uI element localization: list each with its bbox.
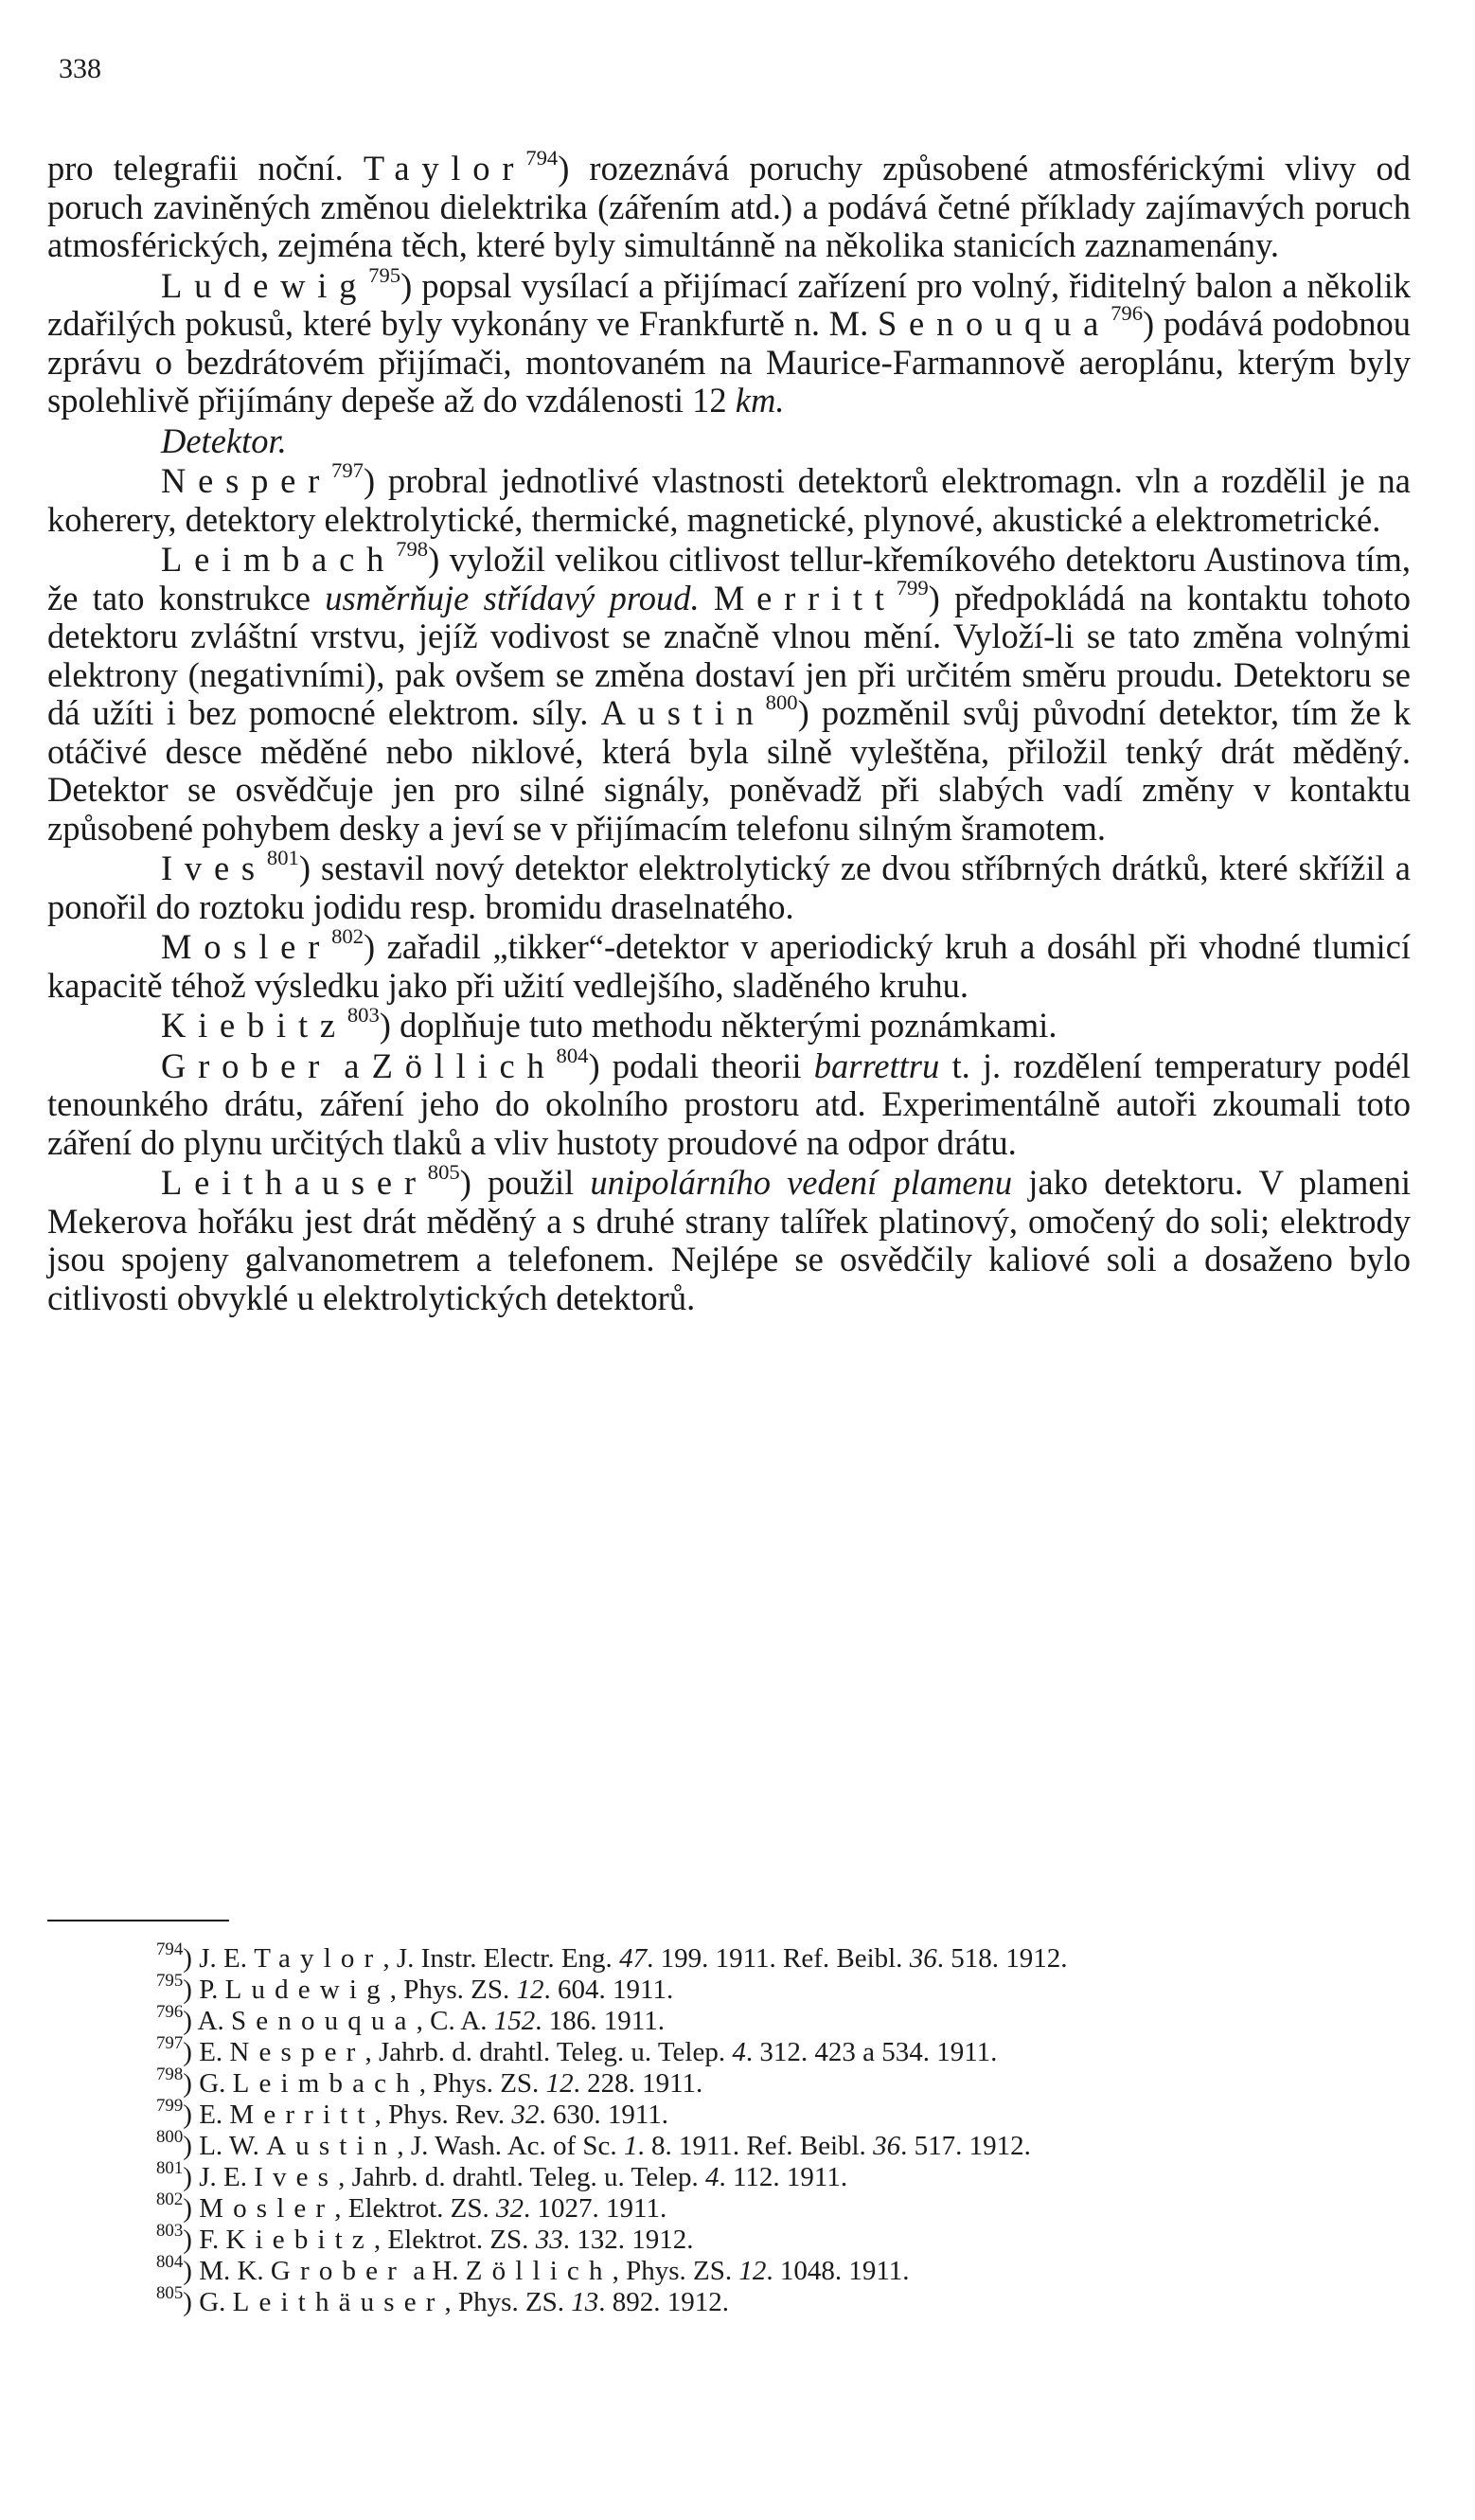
paragraph: [47, 537, 1411, 848]
text-run: , Elektrot. ZS.: [334, 2193, 497, 2224]
footnote: [47, 2251, 1411, 2287]
text-run: G.: [199, 2287, 233, 2317]
author-name: Ives: [254, 2162, 339, 2192]
text-run: jako detektoru. V plameni Mekerova hořáku jest drát měděný a s druhé strany talířek platinový, omočený do soli; elektrody jsou spojeny galvanometrem a telefonem. Nejlépe se osvědčily kaliové soli a dosaženo bylo citlivosti obvyklé u elektrolytických detektorů.: [47, 1163, 1411, 1317]
page-number: 338: [59, 53, 101, 84]
footnote: [47, 2032, 1411, 2068]
text-run: , C. A.: [416, 2006, 494, 2036]
author-name: Grober: [270, 2256, 406, 2286]
emphasis-text: 36: [873, 2131, 901, 2161]
text-run: ) podává podobnou zprávu o bezdrátovém přijímači, montovaném na Maurice-Farmannově aeroplánu, kterým byly spolehlivě přijímány depeše až do vzdálenosti 12: [47, 304, 1411, 420]
footnote: [47, 2157, 1411, 2193]
text-run: , Elektrot. ZS.: [373, 2225, 536, 2255]
paragraph: [47, 146, 1411, 265]
footnote: [47, 2095, 1411, 2131]
footnote-paren: ): [183, 2131, 200, 2161]
emphasis-text: unipolárního vedení plamenu: [590, 1163, 1013, 1202]
emphasis-text: 4: [732, 2037, 746, 2067]
footnote-paren: ): [183, 1975, 200, 2005]
footnotes: [47, 1939, 1411, 2318]
text-run: a: [331, 1046, 372, 1085]
footnote-number: 796: [156, 2001, 184, 2022]
emphasis-text: usměrňuje střídavý proud.: [325, 578, 700, 617]
paragraph: [47, 846, 1411, 926]
footnote-paren: ): [183, 1943, 200, 1974]
author-name: Leithauser: [161, 1163, 428, 1202]
footnote-number: 798: [156, 2064, 184, 2084]
author-name: Merritt: [713, 578, 897, 617]
footnote-number: 804: [156, 2251, 184, 2272]
author-name: Austin: [266, 2131, 398, 2161]
emphasis-text: 32: [511, 2100, 540, 2130]
footnote-ref: 799: [896, 575, 929, 599]
footnote-number: 795: [156, 1970, 184, 1991]
footnote-separator: [47, 1920, 229, 1921]
text-run: J. E.: [199, 1943, 255, 1974]
author-name: Leimbach: [232, 2068, 419, 2099]
text-run: J. E.: [199, 2162, 255, 2192]
author-name: Nesper: [161, 461, 332, 500]
author-name: Zöllich: [465, 2256, 613, 2286]
emphasis-text: barrettru: [813, 1046, 940, 1085]
footnote-number: 803: [156, 2220, 184, 2241]
text-run: . 518. 1912.: [936, 1943, 1068, 1974]
text-run: M. K.: [199, 2256, 271, 2286]
footnote-ref: 797: [331, 458, 364, 483]
text-run: , Jahrb. d. drahtl. Teleg. u. Telep.: [364, 2037, 733, 2067]
text-run: . 8. 1911. Ref. Beibl.: [637, 2131, 874, 2161]
footnote: [47, 1970, 1411, 2006]
footnote-paren: ): [183, 2256, 200, 2286]
text-run: . 604. 1911.: [543, 1975, 674, 2005]
footnote-ref: 802: [331, 924, 364, 949]
footnote-ref: 804: [556, 1043, 589, 1067]
text-run: , Phys. ZS.: [612, 2256, 739, 2286]
footnote: [47, 2282, 1411, 2318]
footnote-ref: 795: [368, 262, 401, 287]
paragraph: [47, 924, 1411, 1005]
text-run: . 892. 1912.: [598, 2287, 730, 2317]
paragraph: [47, 1043, 1412, 1163]
text-run: Detektor.: [161, 420, 287, 460]
emphasis-text: 33: [535, 2225, 563, 2255]
emphasis-text: 12: [738, 2256, 767, 2286]
author-name: Kiebitz: [161, 1006, 347, 1045]
author-name: Mosler: [199, 2193, 335, 2224]
author-name: Zöllich: [371, 1046, 557, 1085]
emphasis-text: 12: [516, 1975, 544, 2005]
text-run: L. W.: [199, 2131, 267, 2161]
text-run: F.: [199, 2225, 226, 2255]
footnote: [47, 2189, 1411, 2225]
text-run: P.: [199, 1975, 225, 2005]
emphasis-text: 13: [571, 2287, 599, 2317]
text-run: . 132. 1912.: [562, 2225, 694, 2255]
author-name: Senouqua: [231, 2006, 417, 2036]
footnote-number: 802: [156, 2189, 184, 2209]
paragraph: [47, 262, 1411, 420]
text-run: ) podali theorii: [588, 1046, 814, 1085]
footnote-number: 800: [156, 2126, 184, 2147]
text-run: E.: [199, 2100, 230, 2130]
text-run: A.: [197, 2006, 232, 2036]
author-name: Taylor: [363, 149, 526, 188]
emphasis-text: 12: [545, 2068, 574, 2099]
text-run: ) probral jednotlivé vlastnosti detektorů elektromagn. vln a rozdělil je na koherery, detektory elektrolytické, thermické, magnetické, plynové, akustické a elektrometrické.: [47, 461, 1411, 539]
emphasis-text: 47: [619, 1943, 648, 1974]
text-run: , J. Instr. Electr. Eng.: [382, 1943, 620, 1974]
author-name: Kiebitz: [225, 2225, 374, 2255]
text-run: . 186. 1911.: [535, 2006, 665, 2036]
text-run: ) sestavil nový detektor elektrolytický ze dvou stříbrných drátků, které skřížil a ponořil do roztoku jodidu resp. bromidu draselnatého.: [47, 849, 1411, 926]
emphasis-text: 4: [705, 2162, 720, 2192]
author-name: Ives: [161, 849, 267, 887]
text-run: . 517. 1912.: [900, 2131, 1031, 2161]
text-run: pro telegrafii noční.: [47, 149, 364, 188]
footnote-paren: ): [183, 2100, 200, 2130]
text-run: , Phys. Rev.: [374, 2100, 512, 2130]
paragraph: [47, 458, 1411, 539]
author-name: Merritt: [229, 2100, 375, 2130]
text-run: , Jahrb. d. drahtl. Teleg. u. Telep.: [338, 2162, 705, 2192]
text-run: ) rozeznává poruchy způsobené atmosférickými vlivy od poruch zaviněných změnou dielektrika (zářením atd.) a podává četné příklady zajímavých poruch atmosférických, zejména těch, které byly simultánně na několika stanicích zaznamenány.: [47, 149, 1411, 264]
text-run: . 630. 1911.: [539, 2100, 669, 2130]
author-name: Grober: [161, 1046, 332, 1085]
text-run: . 1048. 1911.: [766, 2256, 910, 2286]
author-name: Leimbach: [161, 540, 397, 579]
author-name: Nesper: [229, 2037, 365, 2067]
text-run: t. j. rozdělení temperatury podél tenounkého drátu, záření jeho do okolního prostoru atd. Experimentálně autoři zkoumali toto záření do plynu určitých tlaků a vliv hustoty proudové na odpor drátu.: [47, 1046, 1412, 1162]
footnote: [47, 2001, 1411, 2037]
text-run: . 228. 1911.: [573, 2068, 703, 2099]
footnote-number: 799: [156, 2095, 184, 2116]
footnote-paren: ): [183, 2225, 200, 2255]
text-run: ) doplňuje tuto methodu některými poznámkami.: [379, 1006, 1057, 1045]
footnote-paren: ): [183, 2162, 200, 2192]
text-run: G.: [199, 2068, 233, 2099]
text-run: ) zařadil „tikker“-detektor v aperiodický kruh a dosáhl při vhodné tlumicí kapacitě téhož výsledku jako při užití vedlejšího, sladěného kruhu.: [47, 927, 1411, 1005]
footnote-number: 797: [156, 2032, 184, 2053]
author-name: Austin: [600, 693, 766, 732]
text-run: , Phys. ZS.: [444, 2287, 572, 2317]
footnote-ref: 801: [266, 846, 299, 870]
section-heading: [47, 422, 1411, 461]
text-run: . 112. 1911.: [719, 2162, 848, 2192]
footnote-paren: ): [183, 2193, 200, 2224]
paragraph: [47, 1003, 1411, 1046]
footnote-ref: 796: [1111, 301, 1144, 326]
text-run: ) popsal vysílací a přijímací zařízení pro volný, řiditelný balon a několik zdařilých pokusů, které byly vykonány ve Frankfurtě n. M.: [47, 265, 1411, 343]
footnote-ref: 803: [347, 1003, 380, 1028]
text-run: , Phys. ZS.: [418, 2068, 546, 2099]
author-name: Leithäuser: [232, 2287, 445, 2317]
footnote: [47, 2126, 1411, 2162]
footnote-paren: ): [183, 2037, 200, 2067]
text-run: a H.: [405, 2256, 466, 2286]
footnote-ref: 794: [525, 146, 559, 170]
footnote-paren: ): [183, 2006, 198, 2036]
text-run: ) použil: [459, 1163, 591, 1202]
body-text: [47, 146, 1412, 1319]
text-run: E.: [199, 2037, 230, 2067]
footnote-ref: 800: [765, 690, 798, 715]
footnote-number: 805: [156, 2282, 184, 2303]
text-run: . 312. 423 a 534. 1911.: [745, 2037, 998, 2067]
footnote: [47, 2220, 1411, 2256]
author-name: Ludewig: [224, 1975, 390, 2005]
emphasis-text: 1: [623, 2131, 638, 2161]
footnote-paren: ): [183, 2068, 200, 2099]
text-run: ) pozměnil svůj původní detektor, tím že k otáčivé desce měděné nebo niklové, která byla silně vyleštěna, přiložil tenký drát měděný. Detektor se osvědčuje jen pro silné signály, poněvadž při slabých vadí změny v kontaktu způsobené pohybem desky a jeví se v přijímacím telefonu silným šramotem.: [47, 693, 1411, 848]
author-name: Senouqua: [877, 304, 1111, 343]
author-name: Mosler: [161, 927, 332, 966]
text-run: , J. Wash. Ac. of Sc.: [397, 2131, 624, 2161]
footnote-paren: ): [183, 2287, 200, 2317]
text-run: . 1027. 1911.: [524, 2193, 667, 2224]
author-name: Taylor: [254, 1943, 383, 1974]
emphasis-text: 36: [909, 1943, 937, 1974]
footnote: [47, 2064, 1411, 2100]
text-run: [700, 579, 714, 617]
emphasis-text: km.: [735, 381, 785, 420]
author-name: Ludewig: [161, 265, 369, 305]
text-run: , Phys. ZS.: [389, 1975, 517, 2005]
text-run: ) předpokládá na kontaktu tohoto detektoru zvláštní vrstvu, jejíž vodivost se značně vlnou mění. Vyloží-li se tato změna volnými elektrony (negativními), pak ovšem se změna dostaví jen při určitém směru proudu. Detektoru se dá užíti i bez pomocné elektrom. síly.: [47, 578, 1411, 732]
paragraph: [47, 1160, 1411, 1317]
text-run: . 199. 1911. Ref. Beibl.: [647, 1943, 910, 1974]
footnote: [47, 1939, 1411, 1975]
text-run: ) vyložil velikou citlivost tellur-křemíkového detektoru Austinova tím, že tato konstrukce: [47, 540, 1411, 617]
emphasis-text: 32: [496, 2193, 524, 2224]
footnote-ref: 798: [396, 537, 429, 562]
footnote-ref: 805: [427, 1160, 460, 1185]
footnote-number: 801: [156, 2157, 184, 2178]
footnote-number: 794: [156, 1939, 184, 1959]
emphasis-text: 152: [493, 2006, 536, 2036]
